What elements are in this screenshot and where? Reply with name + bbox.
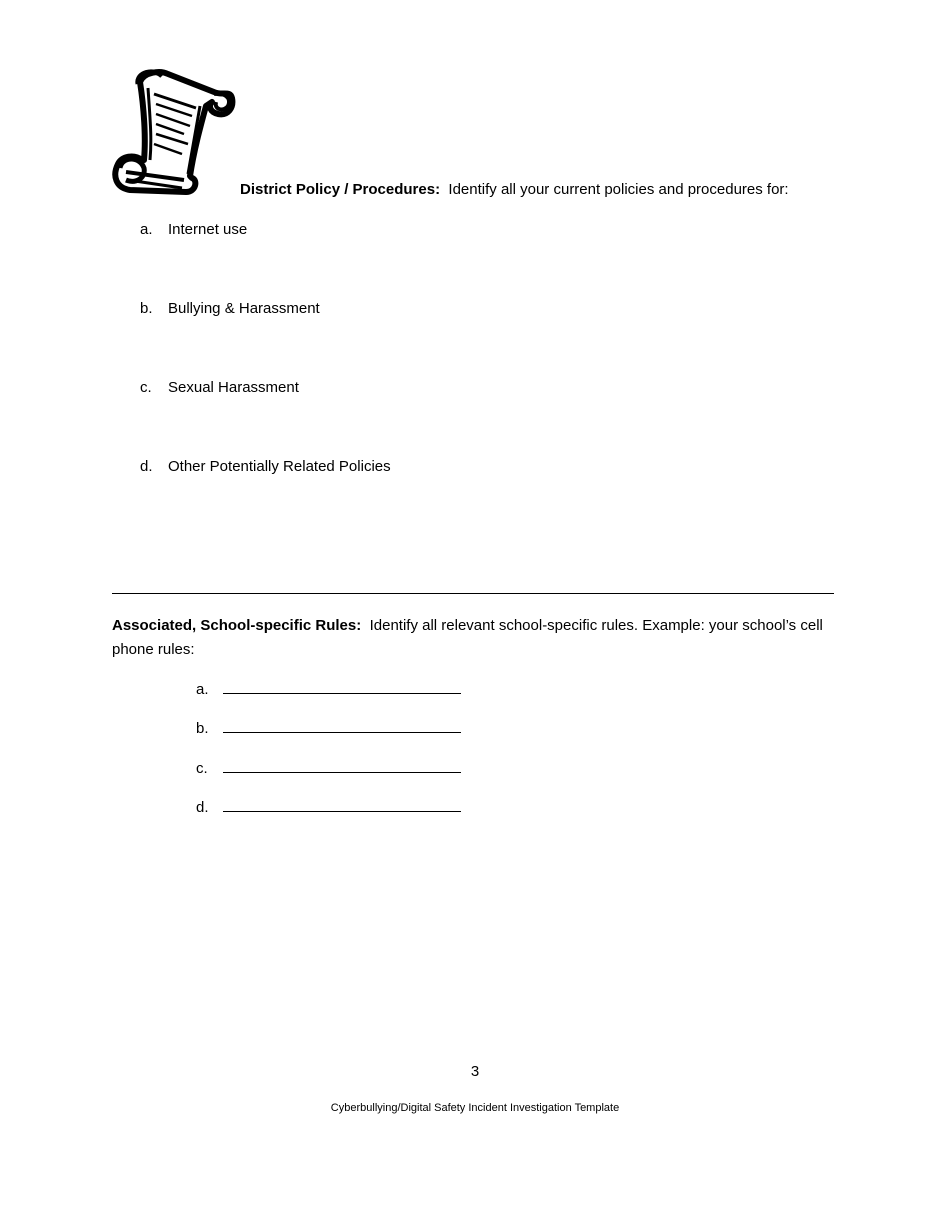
policy-item-sexual-harassment: [140, 378, 299, 398]
section-divider: [112, 593, 834, 594]
rule-item-d: [196, 797, 461, 818]
rule-item-a: [196, 679, 461, 700]
rule-item-c: [196, 758, 461, 779]
list-letter: c.: [196, 760, 208, 777]
rule-blank-line[interactable]: [223, 679, 461, 694]
list-letter: d.: [196, 799, 209, 816]
page-footer: Cyberbullying/Digital Safety Incident Investigation Template: [330, 1102, 620, 1114]
policy-item-internet-use: [140, 220, 247, 240]
policy-item-label: Bullying & Harassment: [168, 300, 320, 317]
rules-heading-text: Identify all relevant school-specific rules. Example: your school’s cell phone rules:: [112, 617, 823, 658]
list-letter: c.: [140, 379, 152, 396]
policy-heading-text: Identify all your current policies and procedures for:: [448, 181, 789, 198]
rules-heading: [112, 614, 842, 662]
rule-blank-line[interactable]: [223, 718, 461, 733]
rule-item-b: [196, 718, 461, 739]
scroll-icon: [110, 68, 238, 198]
policy-heading: [240, 180, 789, 200]
list-letter: d.: [140, 458, 153, 475]
rules-heading-bold: Associated, School-specific Rules:: [112, 617, 362, 634]
policy-item-other: [140, 457, 391, 477]
page-number: 3: [470, 1063, 480, 1080]
rule-blank-line[interactable]: [223, 758, 461, 773]
policy-item-bullying: [140, 299, 320, 319]
list-letter: b.: [196, 720, 209, 737]
rule-blank-line[interactable]: [223, 797, 461, 812]
list-letter: a.: [140, 221, 153, 238]
policy-item-label: Sexual Harassment: [168, 379, 299, 396]
list-letter: a.: [196, 681, 209, 698]
policy-heading-bold: District Policy / Procedures:: [240, 181, 441, 198]
policy-item-label: Internet use: [168, 221, 248, 238]
policy-item-label: Other Potentially Related Policies: [168, 458, 391, 475]
list-letter: b.: [140, 300, 153, 317]
